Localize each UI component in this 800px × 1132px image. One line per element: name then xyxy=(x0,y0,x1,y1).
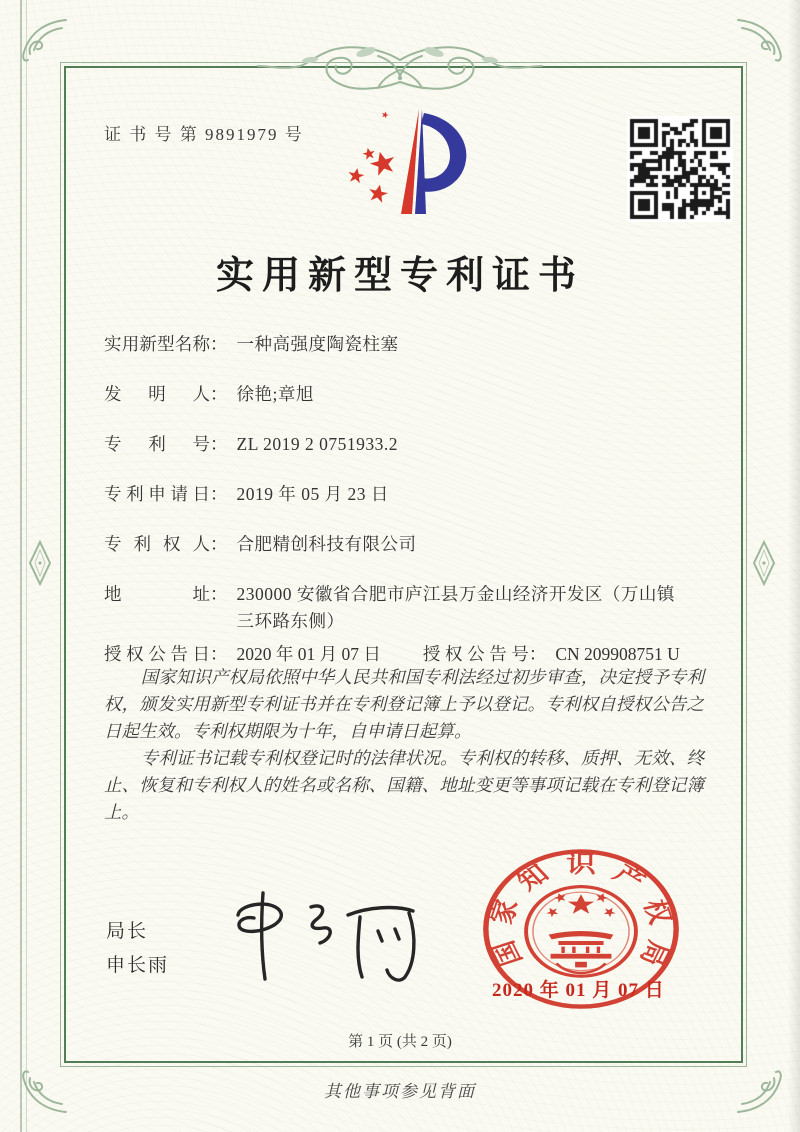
field-value: 2019 年 05 月 23 日 xyxy=(236,484,389,504)
field-row-patent-no xyxy=(104,431,704,457)
legal-text xyxy=(104,664,704,826)
field-value: ZL 2019 2 0751933.2 xyxy=(236,434,398,454)
field-value: 230000 安徽省合肥市庐江县万金山经济开发区（万山镇三环路东侧） xyxy=(236,584,675,631)
certificate-title: 实用新型专利证书 xyxy=(215,255,584,297)
scan-left-edge xyxy=(20,0,27,1132)
commissioner-signature-icon xyxy=(208,886,433,988)
field-colon: ： xyxy=(528,644,547,664)
grant-date-value: 2020 年 01 月 07 日 xyxy=(236,644,381,664)
field-label: 专利权人 xyxy=(104,534,210,554)
field-label: 发明人 xyxy=(104,384,210,404)
national-emblem-icon xyxy=(526,887,636,977)
grant-number-value: CN 209908751 U xyxy=(555,644,680,664)
legal-paragraph-2: 专利证书记载专利权登记时的法律状况。专利权的转移、质押、无效、终止、恢复和专利权人的姓名或名称、国籍、地址变更等事项记载在专利登记簿上。 xyxy=(104,748,704,822)
field-colon: ： xyxy=(210,384,228,404)
page-number: 第 1 页 (共 2 页) xyxy=(348,1034,452,1050)
field-label: 地址 xyxy=(104,584,210,604)
grant-number-label: 授权公告号 xyxy=(422,644,529,664)
commissioner-name: 申长雨 xyxy=(106,955,170,976)
svg-text:局: 局 xyxy=(633,937,676,970)
field-colon: ： xyxy=(210,484,228,504)
back-side-note: 其他事项参见背面 xyxy=(324,1082,476,1101)
field-row-patentee xyxy=(104,531,704,557)
svg-text:知: 知 xyxy=(511,859,555,896)
svg-text:权: 权 xyxy=(637,896,678,927)
grant-date-label: 授权公告日 xyxy=(104,644,210,664)
svg-text:家: 家 xyxy=(484,896,525,927)
certificate-fields xyxy=(104,331,704,667)
field-colon: ： xyxy=(210,644,228,664)
field-label: 实用新型名称 xyxy=(104,334,210,354)
left-side-diamond-icon xyxy=(28,540,52,586)
field-label: 专利申请日 xyxy=(104,484,210,504)
field-row-name xyxy=(104,331,704,357)
field-colon: ： xyxy=(210,534,228,554)
scan-right-edge-shadow xyxy=(788,0,800,1132)
field-row-address xyxy=(104,581,704,635)
legal-paragraph-1: 国家知识产权局依照中华人民共和国专利法经过初步审查，决定授予专利权，颁发实用新型专利证书并在专利登记簿上予以登记。专利权自授权公告之日起生效。专利权期限为十年，自申请日起算。 xyxy=(104,667,704,741)
seal-arc-text xyxy=(485,851,678,970)
field-colon: ： xyxy=(210,434,228,454)
field-value: 一种高强度陶瓷柱塞 xyxy=(236,334,399,354)
field-label: 专利号 xyxy=(104,434,210,454)
qr-code xyxy=(627,116,733,222)
field-colon: ： xyxy=(210,334,228,354)
svg-text:识: 识 xyxy=(566,850,596,878)
svg-text:产: 产 xyxy=(607,859,651,896)
field-value: 合肥精创科技有限公司 xyxy=(236,534,417,554)
field-row-filing-date xyxy=(104,481,704,507)
seal-date: 2020 年 01 月 07 日 xyxy=(492,980,665,1001)
commissioner-title: 局长 xyxy=(106,921,149,942)
field-row-inventor xyxy=(104,381,704,407)
cnipa-logo-icon xyxy=(333,100,483,222)
right-side-diamond-icon xyxy=(752,540,776,586)
certificate-number: 证 书 号 第 9891979 号 xyxy=(104,125,304,144)
field-value: 徐艳;章旭 xyxy=(236,384,314,404)
svg-text:国: 国 xyxy=(486,937,529,970)
corner-flourish-top-right-icon xyxy=(736,14,788,66)
field-colon: ： xyxy=(210,584,228,604)
